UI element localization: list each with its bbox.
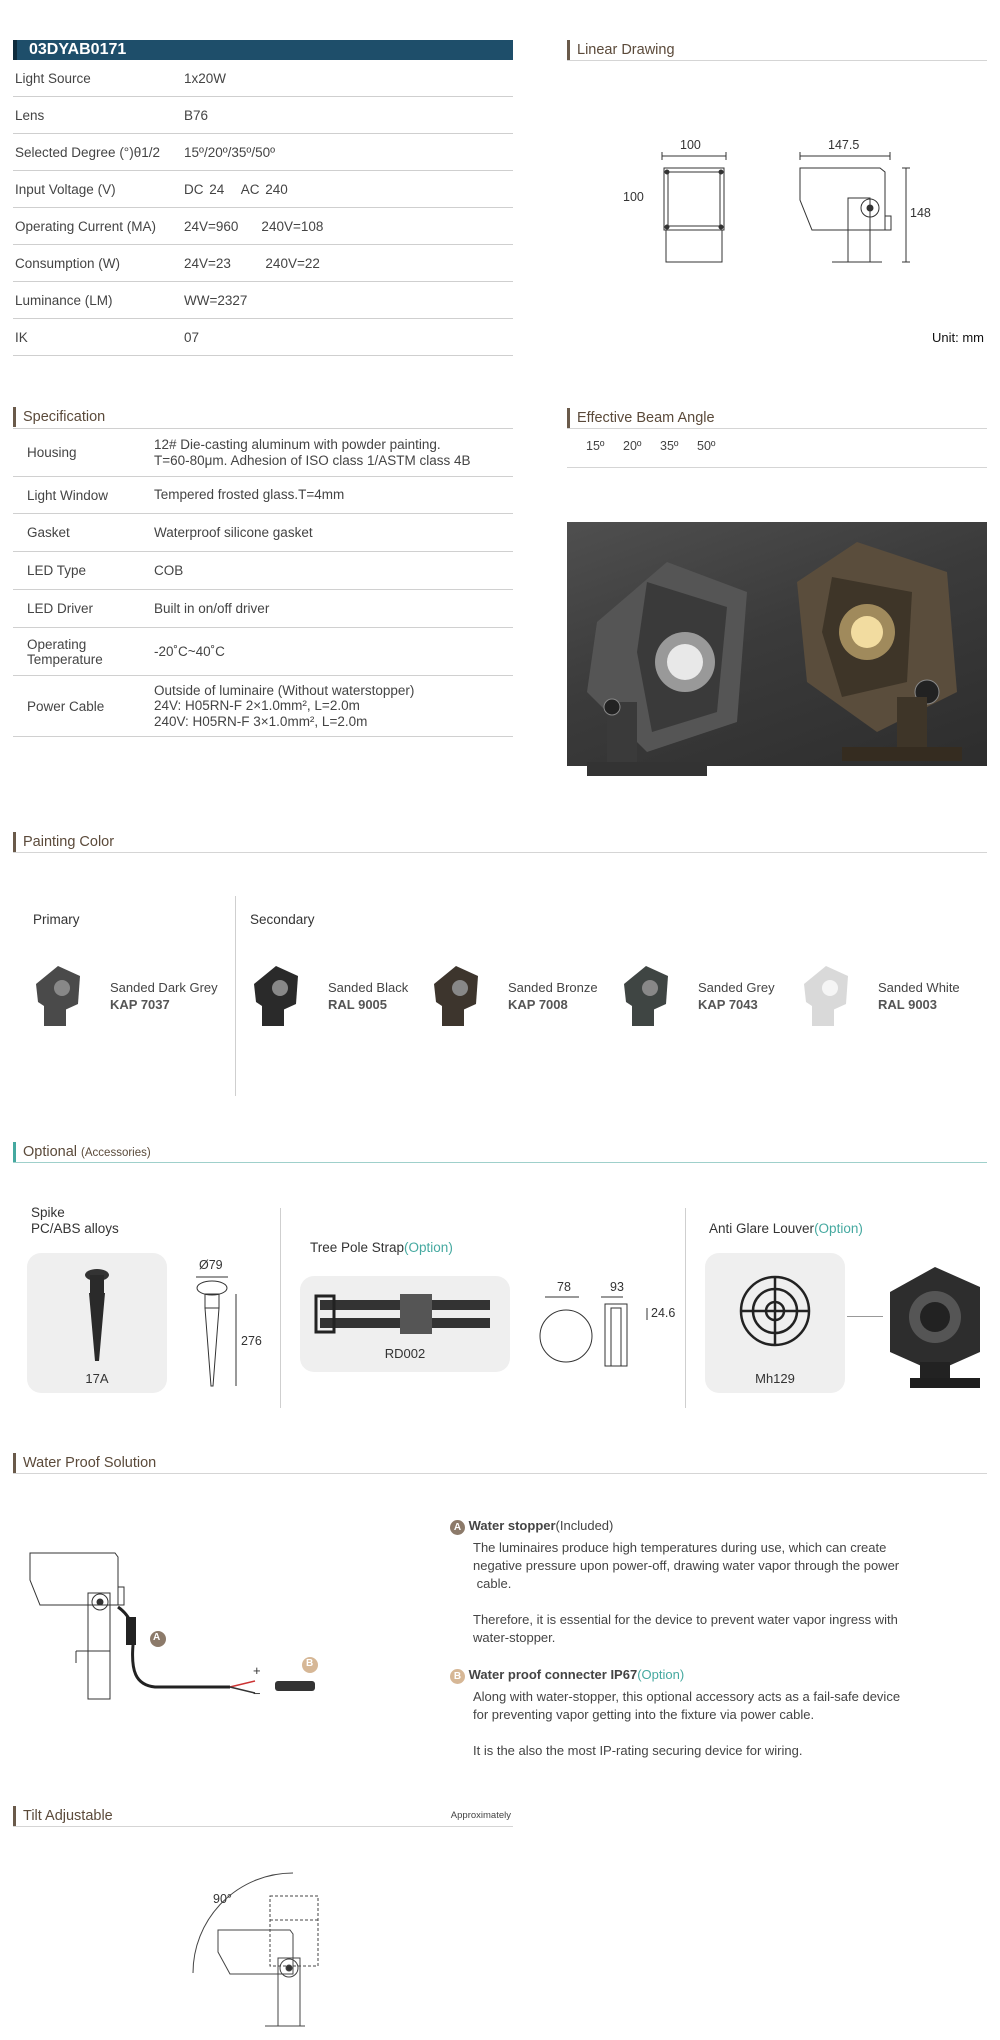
spec-row [13,319,513,356]
color-fixture-icon [428,960,484,1030]
tilt-angle: 90° [213,1892,232,1906]
divider [13,1162,987,1163]
specification-value-line: 240V: H05RN-F 3×1.0mm², L=2.0m [154,713,368,729]
color-label [110,979,218,1012]
specification-row [13,477,513,514]
divider [280,1208,281,1408]
beam-angle: 50º [697,439,716,453]
strap-d1: 78 [557,1280,571,1294]
optional-title: Optional [23,1144,78,1160]
b-p1-l2: for preventing vapor getting into the fixture via power cable. [473,1707,815,1722]
section-title: Specification [13,407,513,427]
specification-key: LED Type [27,563,87,578]
specification-row [13,552,513,590]
side-width-dim: 147.5 [828,138,860,152]
divider [567,60,987,61]
tilt-note: Approximately [450,1810,511,1821]
primary-label: Primary [33,912,80,927]
specification-key: Operating Temperature [27,636,103,667]
spike-card [27,1253,167,1393]
specification-value [154,601,513,617]
a-p2-l2: water-stopper. [473,1630,556,1645]
side-height-dim: 148 [910,206,931,220]
spike-title-block [31,1205,119,1237]
color-option [618,960,775,1030]
louver-option: (Option) [814,1221,863,1236]
specification-row [13,429,513,477]
spec-key: Consumption (W) [15,255,121,271]
beam-angles [586,439,786,453]
divider [13,1473,987,1474]
spec-row [13,97,513,134]
strap-drawing [535,1296,665,1368]
specification-row [13,676,513,737]
specification-row [13,590,513,628]
divider [567,467,987,468]
color-name: Sanded Bronze [508,979,598,995]
item-a-title: Water stopper [468,1518,556,1533]
louver-code: Mh129 [755,1371,795,1386]
secondary-label: Secondary [250,912,315,927]
spec-value: DC 24 AC 240 [184,181,288,197]
beam-section [567,408,987,429]
color-fixture-icon [248,960,304,1030]
spec-value: WW=2327 [184,292,248,308]
unit-label: Unit: mm [932,330,984,345]
item-b-note: (Option) [637,1667,685,1682]
a-p2-l1: Therefore, it is essential for the device to prevent water vapor ingress with [473,1612,898,1627]
specification-row [13,514,513,552]
spec-value: B76 [184,107,209,123]
color-option [798,960,960,1030]
b-p2: It is the also the most IP-rating securing device for wiring. [473,1743,803,1758]
color-name: Sanded White [878,979,960,995]
specification-value-line: -20˚C~40˚C [154,643,225,659]
color-option [30,960,218,1030]
section-title [13,1142,987,1162]
spike-title: Spike [31,1205,65,1220]
color-swatches [30,960,990,1030]
specification-row [13,628,513,676]
louver-product [880,1262,990,1392]
specification-key: Housing [27,445,77,460]
item-b-body [450,1688,920,1760]
section-title: Painting Color [13,832,987,852]
specification-value-line: Built in on/off driver [154,600,270,616]
color-code: KAP 7037 [110,996,170,1012]
linear-drawing-section [567,40,987,61]
tilt-section [13,1806,513,1827]
spec-value: 1x20W [184,70,227,86]
connector-line [847,1316,883,1317]
strap-option: (Option) [404,1240,453,1255]
optional-section [13,1142,987,1163]
specification-value [154,437,513,468]
spec-value: 07 [184,329,200,345]
spec-key: Light Source [15,70,91,86]
waterproof-section [13,1453,987,1474]
specification-value-line: 24V: H05RN-F 2×1.0mm², L=2.0m [154,698,360,714]
color-label [698,979,775,1012]
spec-row [13,60,513,97]
specification-value-line: 12# Die-casting aluminum with powder painting. [154,437,441,452]
a-p1-l1: The luminaires produce high temperatures during use, which can create [473,1540,887,1555]
specification-key: Gasket [27,525,70,540]
specification-section [13,407,513,427]
divider [13,852,987,853]
strap-title-block [310,1240,453,1255]
color-option [248,960,408,1030]
color-label [508,979,598,1012]
badge-a-diagram: A [153,1632,161,1643]
strap-d2: 93 [610,1280,624,1294]
spec-key: Operating Current (MA) [15,218,157,234]
waterproof-diagram [20,1545,350,1705]
color-fixture-icon [30,960,86,1030]
spike-height: 276 [241,1334,262,1348]
louver-title-block [709,1221,863,1236]
product-photo [567,522,987,766]
color-code: KAP 7008 [508,996,568,1012]
item-b-heading [450,1666,920,1684]
specification-key: LED Driver [27,601,94,616]
model-title: 03DYAB0171 [13,40,513,60]
spec-key: Luminance (LM) [15,292,113,308]
color-code: KAP 7043 [698,996,758,1012]
badge-a: A [450,1520,465,1535]
spec-key: IK [15,329,28,345]
color-fixture-icon [618,960,674,1030]
item-a-body [450,1539,920,1647]
specification-value-line: Tempered frosted glass.T=4mm [154,487,345,503]
spec-row [13,134,513,171]
strap-title: Tree Pole Strap [310,1240,405,1255]
front-width-dim: 100 [680,138,701,152]
divider [685,1208,686,1408]
front-height-dim: 100 [623,190,644,204]
louver-card [705,1253,845,1393]
color-label [878,979,960,1012]
color-name: Sanded Grey [698,979,775,995]
b-p1-l1: Along with water-stopper, this optional accessory acts as a fail-safe device [473,1689,901,1704]
item-b-title: Water proof connecter IP67 [468,1667,638,1682]
specification-value [154,525,513,541]
strap-d3: 24.6 [651,1306,676,1320]
color-option [428,960,598,1030]
spec-row [13,171,513,208]
spec-value: 24V=960 240V=108 [184,218,324,234]
divider [13,1826,513,1827]
color-name: Sanded Dark Grey [110,979,218,995]
specification-value-line: T=60-80μm. Adhesion of ISO class 1/ASTM class 4B [154,452,471,468]
spec-key: Input Voltage (V) [15,181,116,197]
spec-key: Selected Degree (°)θ1/2 [15,144,160,160]
color-label [328,979,408,1012]
louver-icon [705,1253,845,1363]
fixture-illustration [567,522,987,802]
item-a-note: (Included) [555,1518,614,1533]
section-title: Water Proof Solution [13,1453,987,1473]
specification-value [154,487,513,503]
a-p1-l3: cable. [473,1576,512,1591]
specification-value-line: COB [154,562,184,578]
specification-value-line: Waterproof silicone gasket [154,524,313,540]
item-a-heading [450,1517,920,1535]
specification-key: Light Window [27,487,109,503]
specification-key: Power Cable [27,698,105,714]
strap-icon [300,1276,510,1346]
waterproof-text [450,1517,920,1760]
spike-code: 17A [85,1371,109,1386]
badge-b: B [450,1669,465,1684]
color-code: RAL 9005 [328,996,388,1012]
spec-row [13,245,513,282]
plus-sign: + [253,1663,261,1678]
spec-table [13,60,513,356]
spike-material: PC/ABS alloys [31,1221,119,1236]
spec-key: Lens [15,107,45,123]
a-p1-l2: negative pressure upon power-off, drawing water vapor through the power [473,1558,900,1573]
tilt-header [13,1806,513,1826]
spec-value: 24V=23 240V=22 [184,255,320,271]
specification-value [154,563,513,579]
beam-angle: 20º [623,439,642,453]
section-title: Linear Drawing [567,40,987,60]
color-name: Sanded Black [328,979,409,995]
section-title: Effective Beam Angle [567,408,987,428]
section-title: Tilt Adjustable [23,1808,113,1824]
linear-drawing-diagram [600,130,930,270]
painting-section [13,832,987,853]
spec-row [13,282,513,319]
spec-value: 15º/20º/35º/50º [184,144,276,160]
divider [567,428,987,429]
beam-angle: 15º [586,439,605,453]
tilt-diagram [185,1868,345,2028]
color-code: RAL 9003 [878,996,938,1012]
spike-dia: Ø79 [199,1258,223,1272]
minus-sign: − [253,1686,261,1701]
specification-value [154,644,513,660]
badge-b-diagram: B [306,1658,314,1669]
spec-row [13,208,513,245]
optional-subtitle: (Accessories) [81,1147,151,1159]
specification-value [154,683,513,730]
strap-code: RD002 [384,1346,426,1361]
beam-angle: 35º [660,439,679,453]
louver-title: Anti Glare Louver [709,1221,815,1236]
strap-card [300,1276,510,1372]
color-fixture-icon [798,960,854,1030]
specification-table [13,428,513,737]
spike-icon [27,1253,167,1363]
specification-value-line: Outside of luminaire (Without waterstopper) [154,682,415,698]
